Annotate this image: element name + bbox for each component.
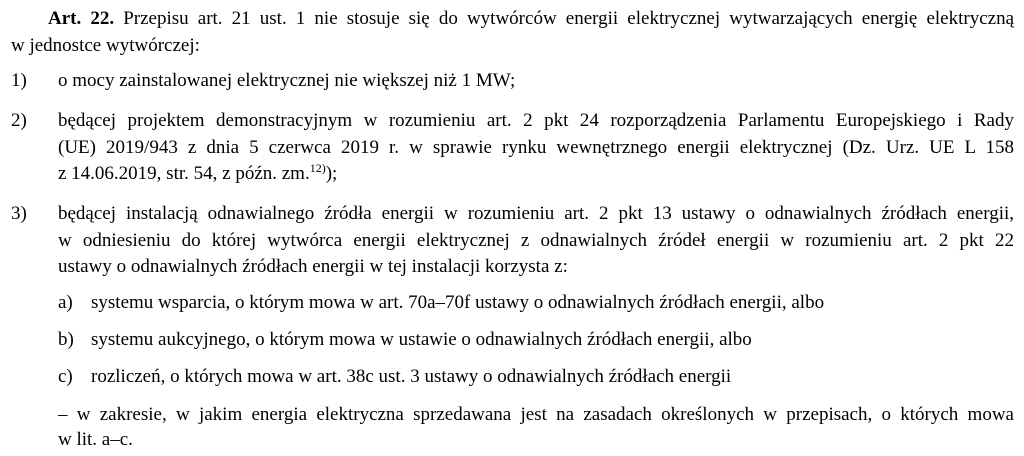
closing-text-line-1: – w zakresie, w jakim energia elektryczna sprzedawana jest na zasadach określonych w przepisach, o których mowa [58, 404, 1014, 425]
letter-text: systemu aukcyjnego, o którym mowa w ustawie o odnawialnych źródłach energii, albo [91, 329, 752, 350]
point-number: 1) [11, 70, 27, 91]
article-intro-line-1 [48, 8, 1014, 30]
point-text-line: ustawy o odnawialnych źródłach energii w tej instalacji korzysta z: [58, 256, 568, 277]
article-heading: Art. 22. [48, 8, 115, 29]
article-intro-text: Przepisu art. 21 ust. 1 nie stosuje się do wytwórców energii elektrycznej wytwarzających energię elektryczną [123, 8, 1014, 29]
closing-text-line-2: w lit. a–c. [58, 429, 133, 450]
letter-text: rozliczeń, o których mowa w art. 38c ust. 3 ustawy o odnawialnych źródłach energii [91, 366, 732, 387]
letter-marker: c) [58, 366, 73, 387]
point-number: 3) [11, 203, 27, 224]
point-text-line [58, 163, 337, 186]
point-text-end: ); [325, 163, 338, 184]
letter-marker: b) [58, 329, 74, 350]
footnote-reference: 12) [309, 161, 326, 175]
letter-text: systemu wsparcia, o którym mowa w art. 70a–70f ustawy o odnawialnych źródłach energii, albo [91, 292, 825, 313]
point-text-line: będącej projektem demonstracyjnym w rozumieniu art. 2 pkt 24 rozporządzenia Parlamentu Europejskiego i Rady [58, 110, 1014, 131]
point-number: 2) [11, 110, 27, 131]
point-text-line: (UE) 2019/943 z dnia 5 czerwca 2019 r. w sprawie rynku wewnętrznego energii elektrycznej (Dz. Urz. UE L 158 [58, 137, 1014, 158]
point-text: z 14.06.2019, str. 54, z późn. zm. [58, 163, 310, 184]
point-text-line: będącej instalacją odnawialnego źródła energii w rozumieniu art. 2 pkt 13 ustawy o odnawialnych źródłach energii, [58, 203, 1014, 224]
point-text-line: o mocy zainstalowanej elektrycznej nie większej niż 1 MW; [58, 70, 516, 91]
article-intro-line-2: w jednostce wytwórczej: [11, 35, 200, 56]
point-text-line: w odniesieniu do której wytwórca energii elektrycznej z odnawialnych źródeł energii w rozumieniu art. 2 pkt 22 [58, 230, 1014, 251]
letter-marker: a) [58, 292, 73, 313]
